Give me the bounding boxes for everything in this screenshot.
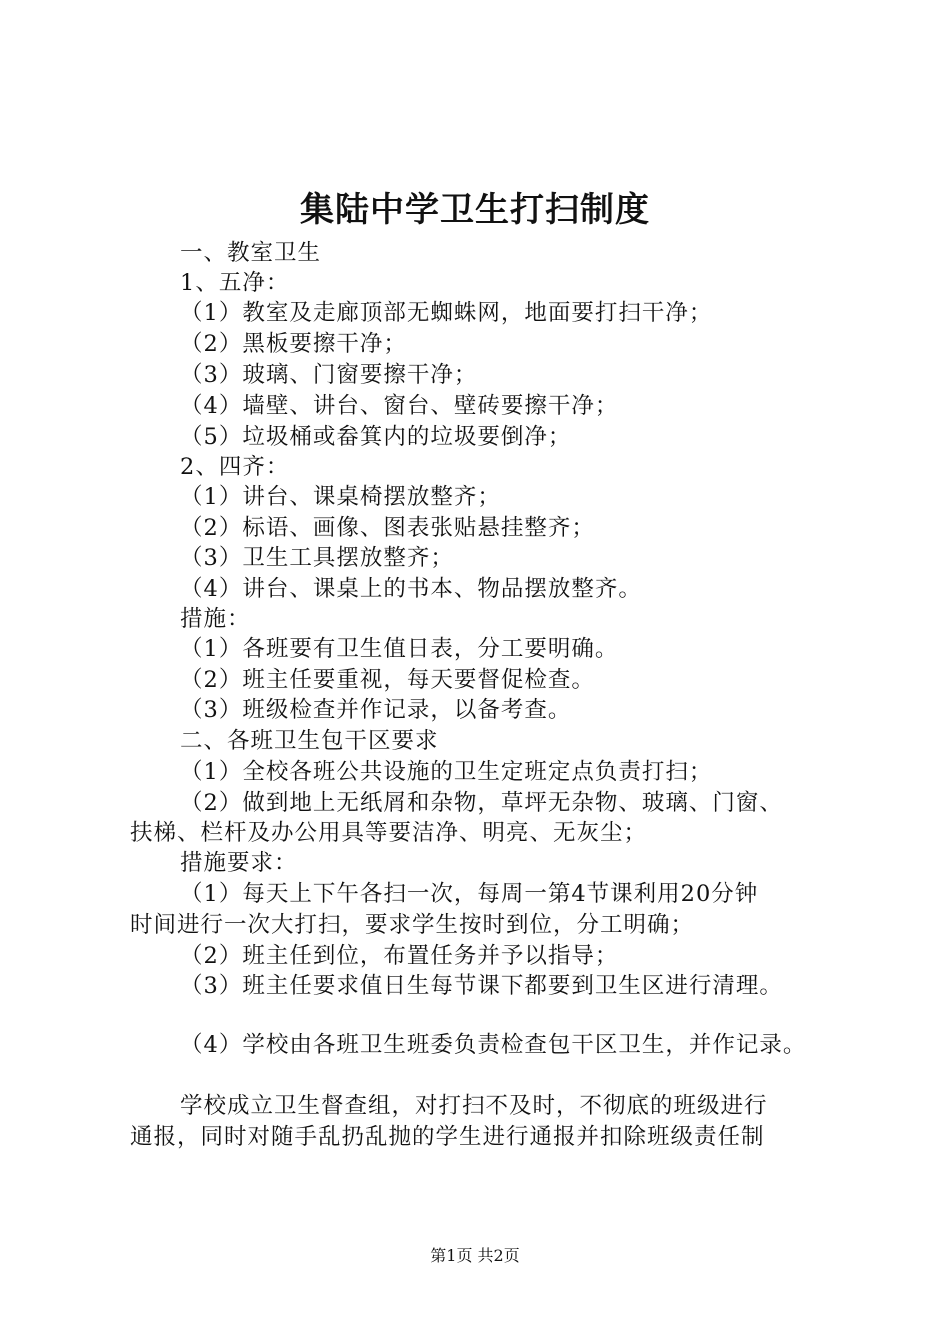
- list-item: （2）黑板要擦干净；: [180, 331, 407, 357]
- list-item: （2）做到地上无纸屑和杂物，草坪无杂物、玻璃、门窗、: [180, 790, 783, 816]
- section-heading-class-area: 二、各班卫生包干区要求: [180, 728, 439, 754]
- list-item: （1）每天上下午各扫一次，每周一第4节课利用20分钟: [180, 881, 759, 907]
- list-item: （5）垃圾桶或畚箕内的垃圾要倒净；: [180, 424, 572, 450]
- document-title: 集陆中学卫生打扫制度: [300, 190, 650, 230]
- list-item-continuation: 扶梯、栏杆及办公用具等要洁净、明亮、无灰尘；: [130, 820, 648, 846]
- subheading-five-clean: 1、五净：: [180, 270, 290, 296]
- section-heading-classroom: 一、教室卫生: [180, 240, 322, 266]
- paragraph-line: 通报，同时对随手乱扔乱抛的学生进行通报并扣除班级责任制: [130, 1124, 765, 1150]
- list-item: （1）教室及走廊顶部无蜘蛛网，地面要打扫干净；: [180, 300, 713, 326]
- list-item: （2）标语、画像、图表张贴悬挂整齐；: [180, 515, 595, 541]
- list-item: （1）各班要有卫生值日表，分工要明确。: [180, 636, 619, 662]
- list-item: （4）讲台、课桌上的书本、物品摆放整齐。: [180, 576, 642, 602]
- list-item: （3）班主任要求值日生每节课下都要到卫生区进行清理。: [180, 973, 783, 999]
- subheading-measures: 措施：: [180, 606, 251, 632]
- list-item: （3）玻璃、门窗要擦干净；: [180, 362, 478, 388]
- list-item: （2）班主任要重视，每天要督促检查。: [180, 667, 595, 693]
- list-item: （1）全校各班公共设施的卫生定班定点负责打扫；: [180, 759, 713, 785]
- list-item: （3）卫生工具摆放整齐；: [180, 545, 454, 571]
- page-footer: 第1页 共2页: [430, 1246, 520, 1265]
- list-item: （4）墙壁、讲台、窗台、壁砖要擦干净；: [180, 393, 619, 419]
- list-item: （1）讲台、课桌椅摆放整齐；: [180, 484, 501, 510]
- subheading-four-tidy: 2、四齐：: [180, 454, 290, 480]
- list-item: （4）学校由各班卫生班委负责检查包干区卫生，并作记录。: [180, 1032, 807, 1058]
- list-item-continuation: 时间进行一次大打扫，要求学生按时到位，分工明确；: [130, 912, 695, 938]
- subheading-measures-requirements: 措施要求：: [180, 850, 298, 876]
- paragraph-line: 学校成立卫生督查组，对打扫不及时，不彻底的班级进行: [180, 1093, 768, 1119]
- list-item: （3）班级检查并作记录，以备考查。: [180, 697, 572, 723]
- list-item: （2）班主任到位，布置任务并予以指导；: [180, 943, 619, 969]
